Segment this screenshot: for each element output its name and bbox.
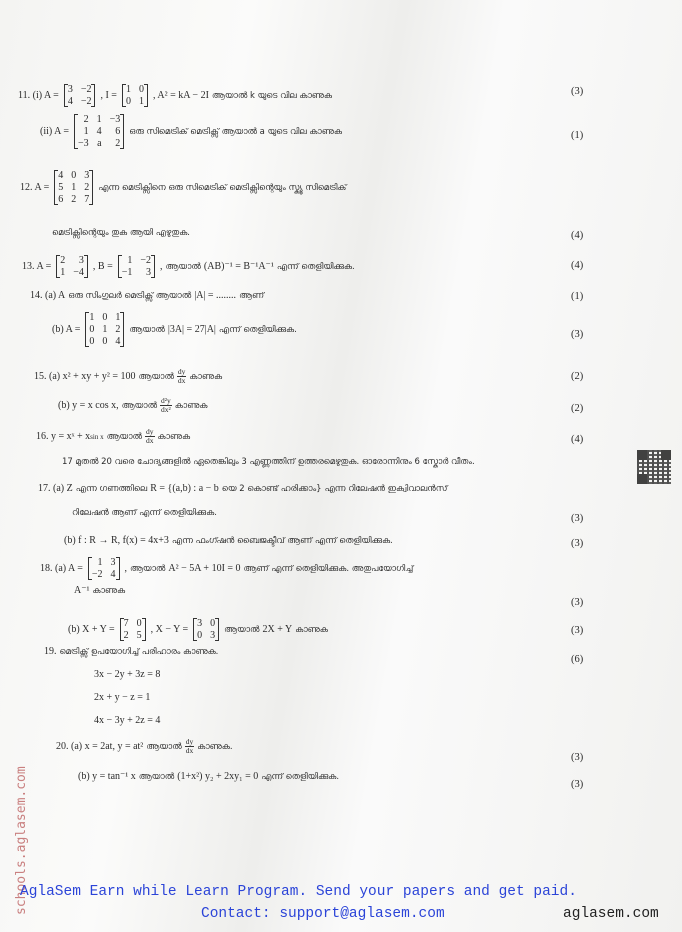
matrix-cell: −3 [109,114,121,125]
matrix-cell: 3 [67,84,73,95]
marks-q12: (4) [571,230,584,241]
malayalam-text: എന്ന മെട്രിക്സിനെ ഒരു സിമെട്രിക് മെട്രിക്സിന്റെയും സ്ക്യൂ സിമെട്രിക് [98,182,347,193]
malayalam-text: ആയാൽ [224,624,260,635]
malayalam-text: ആയാൽ [146,741,182,752]
matrix-cell: 4 [67,96,73,107]
malayalam-text: കാണുക. [197,741,233,752]
question-12 [20,170,346,205]
math-text: (AB)⁻¹ = B⁻¹A⁻¹ [203,261,274,272]
question-13 [22,255,355,278]
question-18-a-continued [74,585,125,596]
math-text: , A² = kA − 2I [152,90,209,101]
fraction-numerator: dy [185,737,194,746]
math-text: (b) y = tan⁻¹ x [78,771,136,782]
matrix-cell: 1 [97,557,103,568]
question-11-ii [40,114,342,149]
matrix-cell: 0 [136,618,142,629]
matrix [120,618,146,641]
math-text: (b) A = [52,324,81,335]
math-text: 18. (a) A = [40,563,83,574]
matrix-cell: −2 [140,255,151,266]
malayalam-text: എന്ന് തെളിയിക്കുക. [261,771,340,782]
matrix-cell: 4 [96,126,102,137]
math-text: (1+x²) y₂ + 2xy₁ = 0 [177,771,259,782]
math-text: (b) X + Y = [68,624,115,635]
matrix-cell: 3 [84,170,90,181]
matrix [74,114,124,149]
fraction-numerator: dy [177,367,186,376]
malayalam-text: എന്ന ഗണത്തിലെ [75,483,148,494]
matrix-cell: 2 [115,324,121,335]
matrix-cell: 1 [71,182,77,193]
matrix-cell: 0 [71,170,77,181]
malayalam-text: ആയാൽ [138,771,175,782]
matrix-cell: 3 [210,630,216,641]
matrix-cell: 7 [84,194,90,205]
malayalam-text: ആണ് [239,290,265,301]
matrix [88,557,120,580]
question-17-b [64,535,393,546]
matrix-cell: 2 [115,138,121,149]
matrix-cell: 5 [58,182,64,193]
malayalam-text: 17 മുതൽ 20 വരെ ചോദ്യങ്ങളിൽ ഏതെങ്കിലും 3 എണ്ണത്തിന് ഉത്തരമെഴുതുക. ഓരോന്നിനും 6 സ്കോർ വീതം. [62,457,475,467]
matrix-cell: 3 [146,267,151,278]
matrix-cell: 1 [138,96,144,107]
math-text: (b) y = x cos x, [58,400,119,411]
equation-2 [94,692,150,703]
marks-q15a: (2) [571,371,584,382]
fraction-numerator: dy [146,427,154,436]
malayalam-text: ആയാൽ [138,371,174,382]
math-text: 2X + Y [262,624,293,635]
malayalam-text: ആയാൽ [129,324,165,335]
malayalam-text: ആയാൽ [130,563,166,574]
matrix-cell: −2 [91,569,103,580]
marks-q13: (4) [571,260,584,271]
matrix-cell: 0 [125,96,131,107]
matrix [56,255,88,278]
marks-q18a: (3) [571,597,584,608]
marks-q20b: (3) [571,779,584,790]
marks-q15b: (2) [571,403,584,414]
matrix-cell: −2 [80,84,92,95]
matrix-cell: 0 [197,630,203,641]
matrix-cell: 0 [138,84,144,95]
question-20-a [56,738,233,755]
matrix-cell: 0 [102,312,108,323]
matrix-cell: 1 [102,324,108,335]
malayalam-text: കാണുക [92,585,126,596]
footer-promo-text: AglaSem Earn while Learn Program. Send your papers and get paid. [20,884,577,900]
equation-1 [94,669,160,680]
fraction [185,738,195,755]
marks-q11ii: (1) [571,130,584,141]
malayalam-text: ആണ് എന്ന് തെളിയിക്കുക. അതുപയോഗിച്ച് [243,563,414,574]
malayalam-text: കാണുക [189,371,223,382]
matrix-cell: 3 [197,618,203,629]
equation-3 [94,715,160,726]
marks-q11i: (3) [571,86,584,97]
matrix-cell: 5 [136,630,142,641]
matrix-cell: 3 [110,557,116,568]
question-16 [36,428,190,445]
math-text: , [124,563,127,574]
math-text: 13. A = [22,261,52,272]
math-text: R = {(a,b) : a − b [150,483,219,494]
question-14-b [52,312,297,347]
matrix [54,170,93,205]
malayalam-text: എന്ന ഫംഗ്ഷൻ ബൈജക്ടീവ് ആണ് എന്ന് തെളിയിക്കുക. [171,535,393,546]
marks-q20a: (3) [571,752,584,763]
malayalam-text: ആയാൽ k യുടെ വില കാണുക [211,90,333,101]
fraction [160,397,172,414]
question-18-b [68,618,328,641]
matrix [193,618,219,641]
malayalam-text: റിലേഷൻ ആണ് എന്ന് തെളിയിക്കുക. [72,508,217,518]
math-text: |A| = ........ [194,290,237,301]
marks-q18b: (3) [571,625,584,636]
marks-q14b: (3) [571,329,584,340]
matrix [122,84,148,107]
matrix-cell: 4 [110,569,116,580]
math-text: 20. (a) x = 2at, y = at² [56,741,144,752]
malayalam-text: ആയാൽ [165,261,201,272]
matrix-cell: −1 [121,267,133,278]
math-text: A² − 5A + 10I = 0 [168,563,241,574]
fraction [145,428,155,445]
math-text: , X − Y = [150,624,189,635]
question-12-continued [52,228,190,238]
malayalam-text: എന്ന റിലേഷൻ ഇക്വിവാലൻസ് [324,483,448,494]
math-text: 3x − 2y + 3z = 8 [94,669,161,680]
footer-site[interactable]: aglasem.com [563,906,659,922]
matrix-cell: −4 [73,267,84,278]
malayalam-text: കാണുക [295,624,328,635]
matrix-cell: 0 [89,336,95,347]
math-text: 12. A = [20,182,50,193]
math-text: 2x + y − z = 1 [94,692,151,703]
matrix-cell: 6 [115,126,121,137]
math-text: 14. (a) A [30,290,66,301]
malayalam-text: കാണുക [157,431,191,442]
fraction-denominator: dx [146,436,154,445]
matrix-cell: 4 [58,170,64,181]
question-14-a [30,290,264,301]
math-text: 15. (a) x² + xy + y² = 100 [34,371,136,382]
question-17-a [38,483,447,494]
superscript: sin x [90,432,104,441]
matrix-cell: 0 [89,324,95,335]
matrix-cell: 1 [125,84,131,95]
malayalam-text: ഒരു സിമെട്രിക് മെട്രിക്സ് ആയാൽ a യുടെ വില കാണുക [129,126,342,137]
marks-q16: (4) [571,434,584,445]
fraction [177,368,187,385]
matrix-cell: 6 [58,194,64,205]
math-text: 17. (a) Z [38,483,73,494]
math-text: 4x − 3y + 2z = 4 [94,715,161,726]
question-18-a [40,557,413,580]
math-text: , [160,261,163,272]
malayalam-text: കാണുക [174,400,208,411]
vertical-watermark: schools.aglasem.com [14,766,29,915]
question-15-b [58,397,207,414]
matrix-cell: 2 [71,194,77,205]
math-text: |3A| = 27|A| [167,324,216,335]
fraction-denominator: dx [185,746,194,755]
question-20-b [78,771,339,782]
malayalam-text: എന്ന് തെളിയിക്കുക. [218,324,297,335]
matrix-cell: 2 [60,255,66,266]
matrix-cell: 1 [60,267,66,278]
math-text: 11. (i) A = [18,90,59,101]
footer-contact[interactable]: Contact: support@aglasem.com [201,906,445,922]
qr-code [637,450,671,484]
fraction-numerator: d²y [161,396,171,405]
malayalam-text: മെട്രിക്സിന്റെയും തുക ആയി എഴുതുക. [52,228,191,238]
matrix-cell: 3 [78,255,84,266]
marks-q17a: (3) [571,513,584,524]
matrix-cell: 0 [102,336,108,347]
matrix-cell: −3 [77,138,89,149]
math-text: (ii) A = [40,126,69,137]
matrix-cell: 2 [84,182,90,193]
matrix-cell: 0 [210,618,216,629]
question-19 [44,646,218,657]
math-text: , B = [92,261,113,272]
malayalam-text: മെട്രിക്സ് ഉപയോഗിച്ച് പരിഹാരം കാണുക. [59,646,219,657]
marks-q17b: (3) [571,538,584,549]
matrix-cell: 4 [115,336,121,347]
math-text: (b) f : R → R, f(x) = 4x+3 [64,535,169,546]
malayalam-text: ആയാൽ [106,431,142,442]
question-11-i [18,84,332,107]
matrix-cell: 1 [89,312,95,323]
matrix [85,312,124,347]
matrix-cell: a [97,138,102,149]
matrix-cell: 1 [83,126,89,137]
math-text: 16. y = xˣ + x [36,431,91,442]
question-17-a-continued [72,508,217,518]
matrix-cell: −2 [80,96,92,107]
matrix [64,84,96,107]
matrix [118,255,155,278]
matrix-cell: 7 [123,618,129,629]
matrix-cell: 1 [96,114,102,125]
section-instruction [62,457,475,467]
malayalam-text: ആയാൽ [121,400,158,411]
question-15-a [34,368,222,385]
malayalam-text: എന്ന് തെളിയിക്കുക. [276,261,355,272]
fraction-denominator: dx [177,376,186,385]
matrix-cell: 2 [123,630,129,641]
math-text: , I = [100,90,117,101]
matrix-cell: 1 [115,312,121,323]
math-text: A⁻¹ [74,585,90,596]
malayalam-text: ഒരു സിംഗുലർ മെട്രിക്സ് ആയാൽ [68,290,192,301]
matrix-cell: 2 [83,114,89,125]
malayalam-text: യെ 2 കൊണ്ട് ഹരിക്കാം} [221,483,322,494]
matrix-cell: 1 [127,255,133,266]
marks-q14a: (1) [571,291,584,302]
math-text: 19. [44,646,57,657]
fraction-denominator: dx² [161,405,171,414]
marks-q19: (6) [571,654,584,665]
